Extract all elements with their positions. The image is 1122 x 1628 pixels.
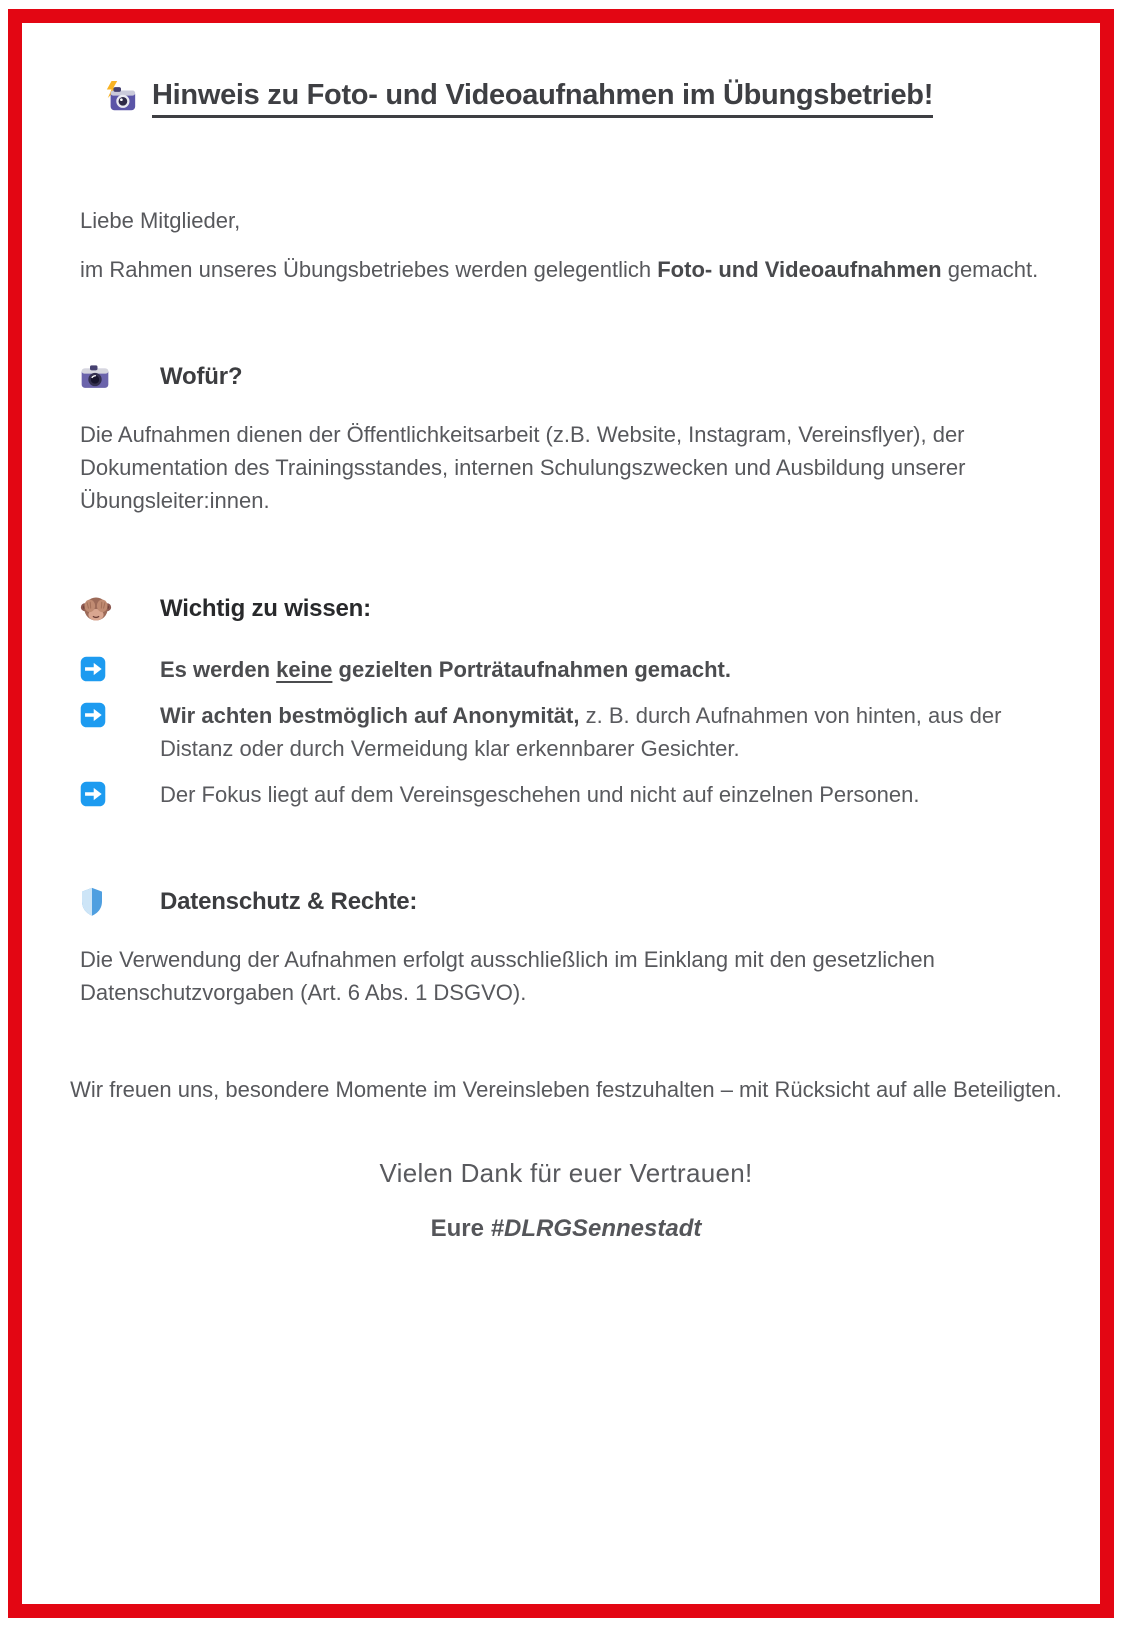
section-wofuer-heading-row [80,362,1052,392]
intro-text-post: gemacht. [941,257,1039,283]
red-border-frame [8,9,1114,1618]
thanks-line: Vielen Dank für euer Vertrauen! [379,1158,753,1189]
wichtig-bullet-list [80,653,1052,811]
intro-paragraph [80,253,1052,286]
title-row [104,79,1052,118]
signature-hashtag: #DLRGSennestadt [490,1215,702,1243]
section-wofuer-heading: Wofür? [160,363,243,391]
intro-text-bold: Foto- und Videoaufnahmen [657,257,942,283]
section-datenschutz-heading-row [80,887,1052,917]
closing-note: Wir freuen uns, besondere Momente im Vereinsleben festzuhalten – mit Rücksicht auf alle Beteiligten. [70,1077,1062,1103]
salutation: Liebe Mitglieder, [80,208,241,234]
right-arrow-icon [80,778,160,807]
list-item [80,653,1052,686]
flyer-content [22,23,1100,1243]
bullet-text: Es werden keine gezielten Porträtaufnahmen gemacht. [160,657,731,683]
section-wichtig-heading: Wichtig zu wissen: [160,595,371,623]
signature-line [80,1215,1052,1243]
list-item [80,699,1052,765]
right-arrow-icon [80,653,160,682]
underlined-word: keine [276,657,333,683]
bullet-text: Der Fokus liegt auf dem Vereinsgeschehen und nicht auf einzelnen Personen. [160,782,920,808]
signature-pre: Eure [430,1215,491,1243]
right-arrow-icon [80,699,160,728]
intro-text-pre: im Rahmen unseres Übungsbetriebes werden gelegentlich [80,257,658,283]
see-no-evil-monkey-icon [80,593,160,625]
list-item [80,778,1052,811]
section-wofuer-body: Die Aufnahmen dienen der Öffentlichkeitsarbeit (z.B. Website, Instagram, Vereinsflyer), der Dokumentation des Trainingsstandes, internen Schulungszwecken und Ausbildung unserer Übungsleiter:innen. [80,422,966,514]
bullet-text: Wir achten bestmöglich auf Anonymität, z. B. durch Aufnahmen von hinten, aus der Distanz oder durch Vermeidung klar erkennbarer Gesichter. [160,703,1002,762]
page-title: Hinweis zu Foto- und Videoaufnahmen im Übungsbetrieb! [152,79,933,118]
camera-icon [80,362,160,392]
section-datenschutz-body: Die Verwendung der Aufnahmen erfolgt ausschließlich im Einklang mit den gesetzlichen Datenschutzvorgaben (Art. 6 Abs. 1 DSGVO). [80,947,935,1006]
shield-icon [80,887,160,917]
section-datenschutz-heading: Datenschutz & Rechte: [160,888,418,916]
camera-with-flash-icon [104,81,138,115]
section-wichtig-heading-row [80,593,1052,625]
